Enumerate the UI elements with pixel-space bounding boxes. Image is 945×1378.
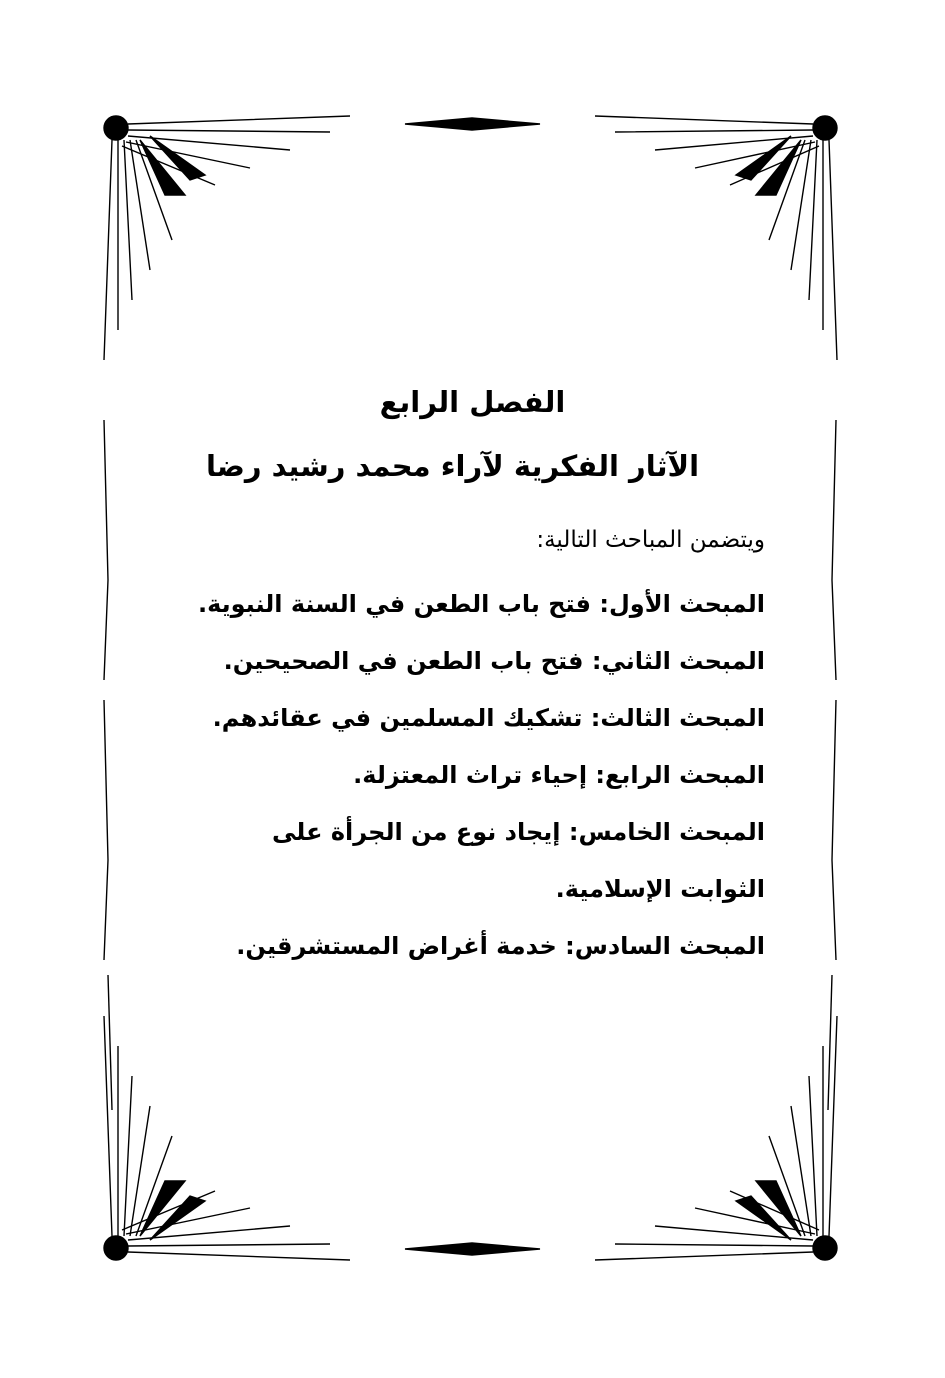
chapter-title: الفصل الرابع (379, 385, 566, 419)
right-side-rules (828, 420, 836, 1110)
left-side-rules (104, 420, 112, 1110)
sections-intro: ويتضمن المباحث التالية: (536, 527, 765, 553)
section-item: المبحث السادس: خدمة أغراض المستشرقين. (236, 932, 765, 960)
section-item: المبحث الثاني: فتح باب الطعن في الصحيحين. (223, 647, 765, 675)
section-item: المبحث الأول: فتح باب الطعن في السنة النبوية. (197, 590, 765, 618)
section-item: المبحث الخامس: إيجاد نوع من الجرأة على الثوابت الإسلامية. (272, 818, 765, 903)
chapter-subtitle: الآثار الفكرية لآراء محمد رشيد رضا (205, 449, 700, 483)
section-item: المبحث الثالث: تشكيك المسلمين في عقائدهم. (212, 704, 765, 732)
sections-list (180, 576, 765, 975)
section-item: المبحث الرابع: إحياء تراث المعتزلة. (353, 761, 765, 789)
page-content (180, 0, 765, 1378)
